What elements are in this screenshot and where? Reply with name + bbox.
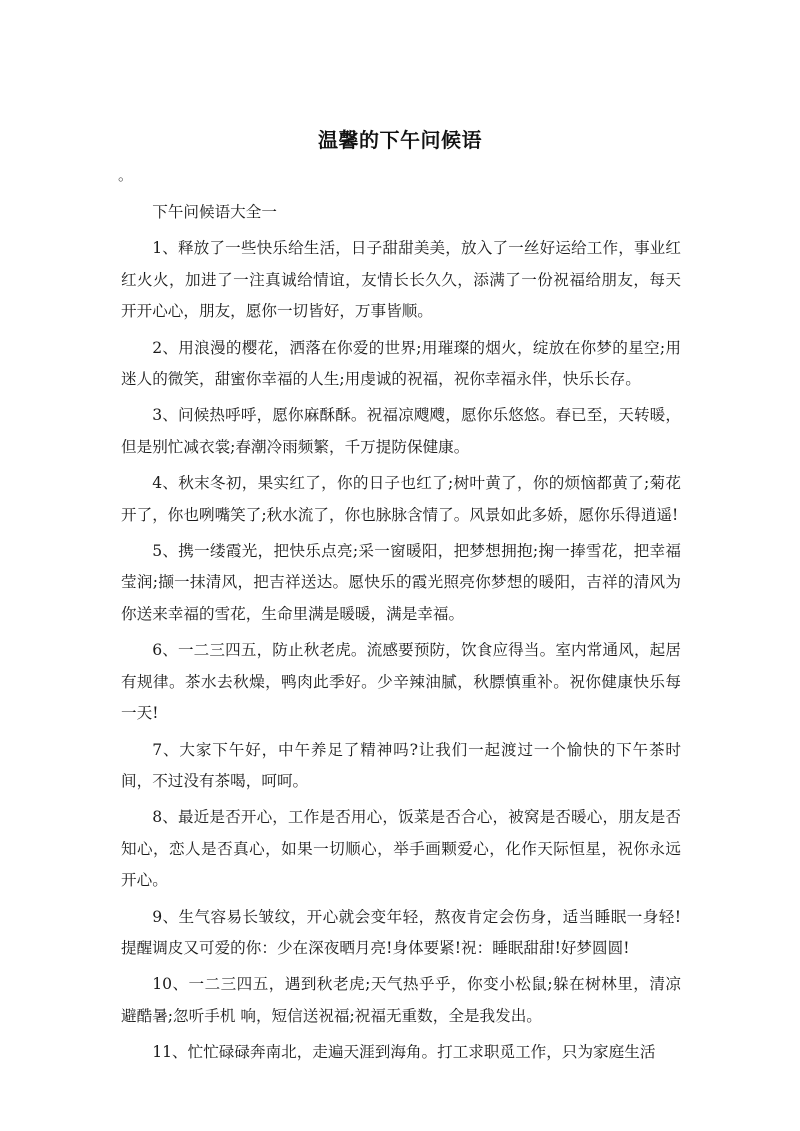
paragraph-3: 3、问候热呼呼，愿你麻酥酥。祝福凉飕飕，愿你乐悠悠。春已至，天转暖，但是别忙减衣裳;春潮冷雨频繁，千万提防保健康。 bbox=[121, 406, 681, 456]
paragraph-9: 9、生气容易长皱纹，开心就会变年轻，熬夜肯定会伤身，适当睡眠一身轻!提醒调皮又可爱的你：少在深夜晒月亮!身体要紧!祝：睡眠甜甜!好梦圆圆! bbox=[121, 907, 681, 957]
paragraph-6: 6、一二三四五，防止秋老虎。流感要预防，饮食应得当。室内常通风，起居有规律。茶水去秋燥，鸭肉此季好。少辛辣油腻，秋膘慎重补。祝你健康快乐每一天! bbox=[121, 641, 681, 723]
document-title: 温馨的下午问候语 bbox=[318, 128, 482, 152]
paragraph-8: 8、最近是否开心，工作是否用心，饭菜是否合心，被窝是否暖心，朋友是否知心，恋人是否真心，如果一切顺心，举手画颗爱心，化作天际恒星，祝你永远开心。 bbox=[121, 808, 681, 890]
leading-mark: 。 bbox=[118, 166, 134, 184]
paragraph-4: 4、秋末冬初，果实红了，你的日子也红了;树叶黄了，你的烦恼都黄了;菊花开了，你也咧嘴笑了;秋水流了，你也脉脉含情了。风景如此多娇，愿你乐得逍遥! bbox=[121, 474, 681, 524]
document-body bbox=[121, 197, 681, 1074]
paragraph-11: 11、忙忙碌碌奔南北，走遍天涯到海角。打工求职觅工作，只为家庭生活 bbox=[152, 1043, 656, 1062]
paragraph-1: 1、释放了一些快乐给生活，日子甜甜美美，放入了一丝好运给工作，事业红红火火，加进了一注真诚给情谊，友情长长久久，添满了一份祝福给朋友，每天开开心心，朋友，愿你一切皆好，万事皆顺。 bbox=[121, 239, 681, 321]
paragraph-5: 5、携一缕霞光，把快乐点亮;采一窗暖阳，把梦想拥抱;掬一捧雪花，把幸福莹润;撷一抹清风，把吉祥送达。愿快乐的霞光照亮你梦想的暖阳，吉祥的清风为你送来幸福的雪花，生命里满是暖暖，满是幸福。 bbox=[121, 542, 681, 623]
paragraph-2: 2、用浪漫的樱花，洒落在你爱的世界;用璀璨的烟火，绽放在你梦的星空;用迷人的微笑，甜蜜你幸福的人生;用虔诚的祝福，祝你幸福永伴，快乐长存。 bbox=[121, 338, 681, 389]
section-heading: 下午问候语大全一 bbox=[152, 203, 277, 221]
paragraph-7: 7、大家下午好，中午养足了精神吗?让我们一起渡过一个愉快的下午茶时间，不过没有茶喝，呵呵。 bbox=[121, 740, 681, 790]
paragraph-10: 10、一二三四五，遇到秋老虎;天气热乎乎，你变小松鼠;躲在树林里，清凉避酷暑;忽听手机 响，短信送祝福;祝福无重数，全是我发出。 bbox=[121, 975, 681, 1025]
